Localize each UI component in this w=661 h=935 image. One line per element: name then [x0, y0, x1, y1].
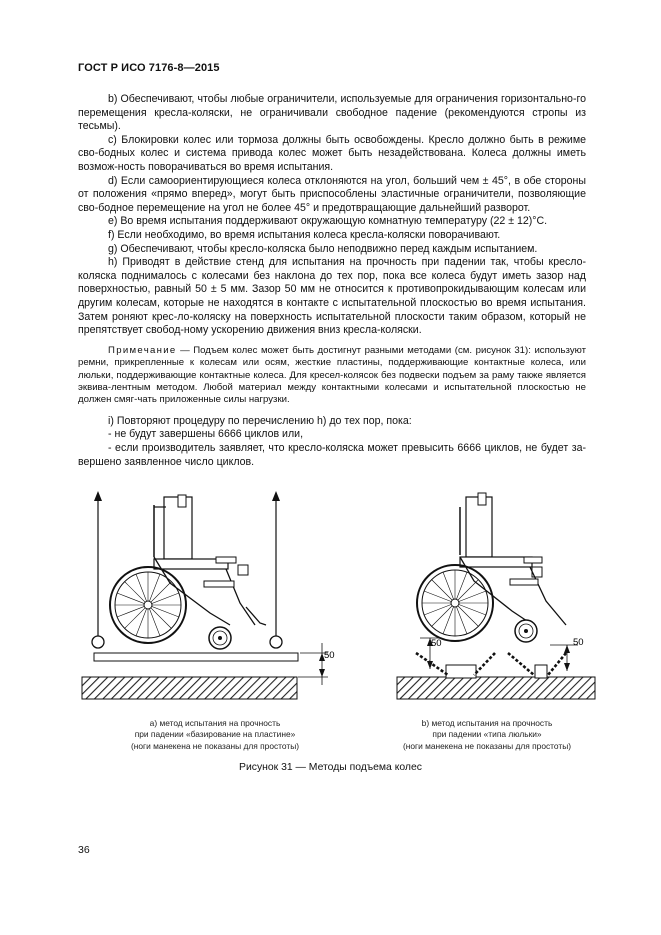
note-paragraph [78, 345, 586, 407]
note-label: Примечание [108, 344, 177, 356]
paragraph-c: c) Блокировки колес или тормоза должны быть освобождены. Кресло должно быть в режиме сво-бодных колес и система привода колес может быть незадействована. Колеса должны иметь возмож-ность поворачиваться во время испытания. [78, 133, 586, 173]
strap-hook-left [92, 636, 104, 648]
wheelchair-b [417, 493, 566, 642]
note-text: — Подъем колес может быть достигнут разными методами (см. рисунок 31): используют ремни, прикрепленные к колесам или осям, жесткие пластины, поддерживающие контактные колеса, или люльки, поддерживающие контактные колеса. Для кресел-колясок без подвески подъем за раму также является эквива-лентным методом. Любой материал между контактными колесами и испытательной плоскостью не должен смяг-чать приложенные силы нагрузки. [78, 344, 586, 406]
paragraph-i-item-2: - если производитель заявляет, что кресло-коляска может превысить 6666 циклов, не будет за-вершено заявленное число циклов. [78, 441, 586, 468]
paragraph-e: e) Во время испытания поддерживают окружающую комнатную температуру (22 ± 12)°С. [108, 215, 548, 228]
ground-hatch-b [397, 677, 595, 699]
document-body [78, 93, 586, 469]
paragraph-g: g) Обеспечивают, чтобы кресло-коляска было неподвижно перед каждым испытанием. [108, 242, 538, 255]
paragraph-i: i) Повторяют процедуру по перечислению h) до тех пор, пока: [108, 414, 412, 427]
dimension-label-a: 50 [324, 650, 335, 661]
wheelchair-a [110, 495, 266, 649]
caption-b-line-3: (ноги манекена не показаны для простоты) [402, 740, 572, 751]
caption-a-line-2: при падении «базирование на пластине» [134, 729, 296, 740]
strap-hook-right [270, 636, 282, 648]
caption-a [100, 718, 330, 752]
paragraph-h: h) Приводят в действие стенд для испытания на прочность при падении так, чтобы кресло-коляска поднималось с колесами без наклона до тех пор, пока все колеса будут иметь зазор над поверхностью, равный 50 ± 5 мм. Зазор 50 мм не относится к противопрокидывающим колесам или другим колесам, которые не находятся в контакте с испытательной плоскостью во время испытания. Затем роняют крес-ло-коляску на поверхность испытательной плоскости таким образом, который не препятствует свобод-ному ускорению движения вниз кресла-коляски. [78, 256, 586, 337]
caption-a-line-1: а) метод испытания на прочность [149, 718, 281, 728]
ground-hatch-a [82, 677, 297, 699]
page-number: 36 [78, 844, 90, 856]
strap-left-arrow [94, 491, 102, 501]
paragraph-i-item-1: - не будут завершены 6666 циклов или, [108, 428, 304, 441]
figure-a-plate-method [82, 491, 335, 699]
strap-right-arrow [272, 491, 280, 501]
figure-b-cradle-method [397, 493, 595, 699]
figure-31-illustration [70, 485, 610, 705]
paragraph-f: f) Если необходимо, во время испытания колеса кресла-коляски поворачивают. [108, 228, 501, 241]
figure-title: Рисунок 31 — Методы подъема колес [239, 762, 422, 773]
caption-b-line-1: b) метод испытания на прочность [421, 718, 553, 728]
paragraph-b: b) Обеспечивают, чтобы любые ограничители, используемые для ограничения горизонтально-го перемещения кресла-коляски, не ограничивали свободное падение (рекомендуются стропы из тесьмы). [78, 93, 586, 133]
dimension-label-b1: 50 [431, 638, 442, 649]
document-header: ГОСТ Р ИСО 7176-8—2015 [78, 62, 220, 74]
paragraph-d: d) Если самоориентирующиеся колеса отклоняются на угол, больший чем ± 45°, в обе стороны от положения «прямо вперед», могут быть приспособлены эластичные ограничители, позволяющие сво-бодное перемещение на угол не более 45° и предотвращающие дальнейший разворот. [78, 174, 586, 214]
caption-b [372, 718, 602, 752]
plate [94, 653, 298, 661]
caption-b-line-2: при падении «типа люльки» [432, 729, 542, 740]
caption-a-line-3: (ноги манекена не показаны для простоты) [130, 740, 300, 751]
dimension-label-b2: 50 [573, 637, 584, 648]
